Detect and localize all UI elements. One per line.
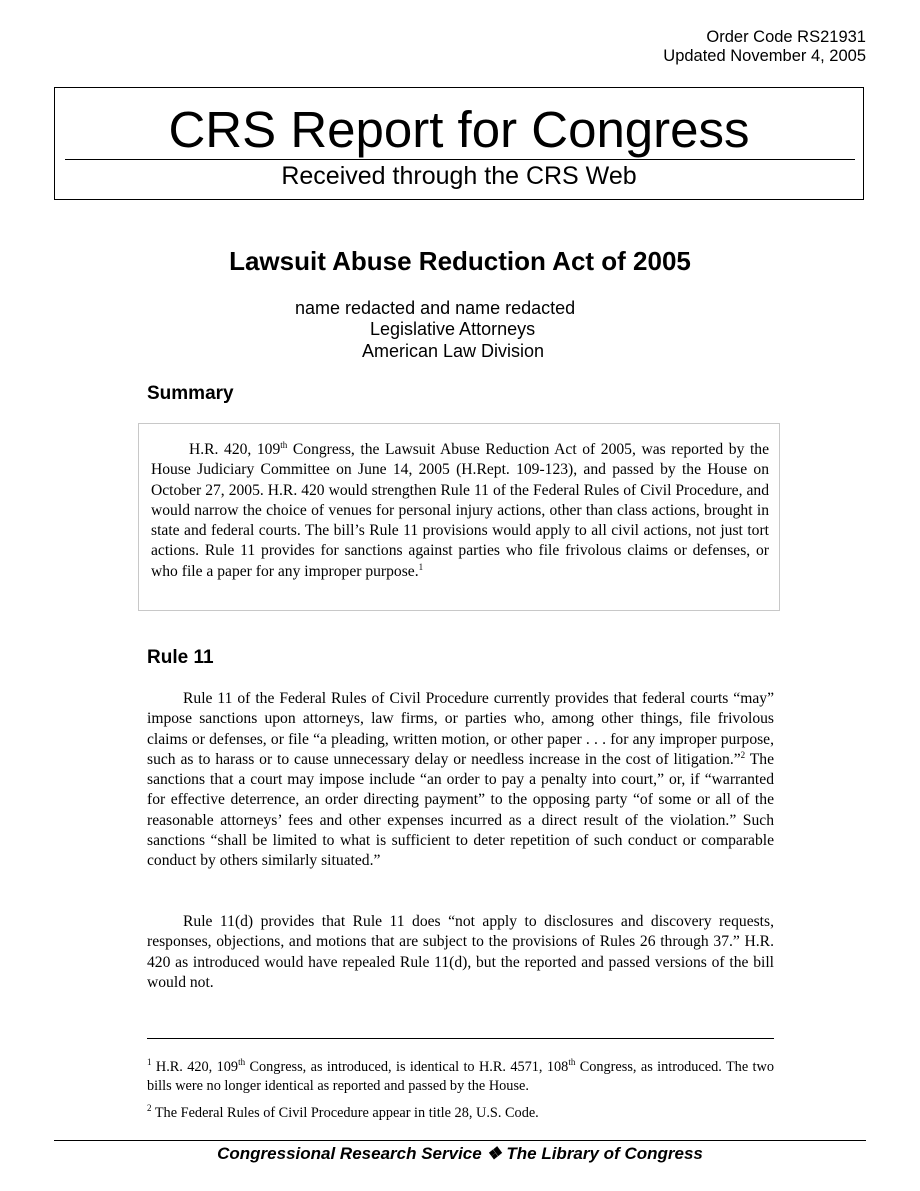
footnote-ref-2[interactable]: 2: [740, 749, 746, 760]
footnote-2: $^2$ The Federal Rules of Civil Procedure appear in title 28, U.S. Code.: [147, 1103, 539, 1121]
updated-date: Updated November 4, 2005: [663, 47, 866, 65]
header-rule: [65, 159, 855, 160]
rule11-paragraph-1: Rule 11 of the Federal Rules of Civil Procedure currently provides that federal courts “may” impose sanctions upon attorneys, law firms, or parties who, among other things, file frivolous claims or defenses, or file “a pleading, written motion, or other paper . . . for any improper purpose, such as to harass or to cause unnecessary delay or needless increase in the cost of litigation.”$^2$ The sanctions that a court may impose include “an order to pay a penalty into court,” or, if “warranted for effective deterrence, an order directing payment” to the opposing party “of some or all of the reasonable attorneys’ fees and other expenses incurred as a direct result of the violation.” Such sanctions “shall be limited to what is sufficient to deter repetition of such conduct or comparable conduct by others similarly situated.”: [147, 690, 774, 870]
division: American Law Division: [362, 341, 545, 361]
footnote-1: $^1$ H.R. 420, 109th Congress, as introduced, is identical to H.R. 4571, 108th Congress, as introduced. The two bills were no longer identical as reported and passed by the House.: [147, 1057, 774, 1094]
summary-text: H.R. 420, 109th Congress, the Lawsuit Abuse Reduction Act of 2005, was reported by the House Judiciary Committee on June 14, 2005 (H.Rept. 109-123), and passed by the House on October 27, 2005. H.R. 420 would strengthen Rule 11 of the Federal Rules of Civil Procedure, and would narrow the choice of venues for personal injury actions, other than class actions, brought in state and federal courts. The bill’s Rule 11 provisions would apply to all civil actions, not just tort actions. Rule 11 provides for sanctions against parties who file frivolous claims or defenses, or who file a paper for any improper purpose.$^1$: [151, 439, 769, 580]
authors: name redacted and name redacted: [295, 298, 576, 318]
order-code: Order Code RS21931: [706, 28, 866, 46]
rule11-paragraph-2: Rule 11(d) provides that Rule 11 does “not apply to disclosures and discovery requests, responses, objections, and motions that are subject to the provisions of Rules 26 through 37.” H.R. 420 as introduced would have repealed Rule 11(d), but the reported and passed versions of the bill would not.: [147, 913, 774, 991]
footnote-ref-1[interactable]: 1: [418, 561, 424, 572]
report-title: CRS Report for Congress: [168, 101, 750, 158]
footer-text: Congressional Research Service ❖ The Library of Congress: [217, 1144, 703, 1163]
author-role: Legislative Attorneys: [370, 319, 536, 339]
report-header-box: [54, 87, 864, 200]
rule11-heading: Rule 11: [147, 647, 214, 668]
footnote-rule: [147, 1038, 774, 1039]
summary-heading: Summary: [147, 383, 234, 404]
order-code-block: [663, 28, 866, 66]
report-subtitle: Received through the CRS Web: [281, 162, 637, 190]
document-title: Lawsuit Abuse Reduction Act of 2005: [229, 246, 691, 276]
footer-rule: [54, 1140, 866, 1141]
summary-box: [138, 423, 780, 611]
